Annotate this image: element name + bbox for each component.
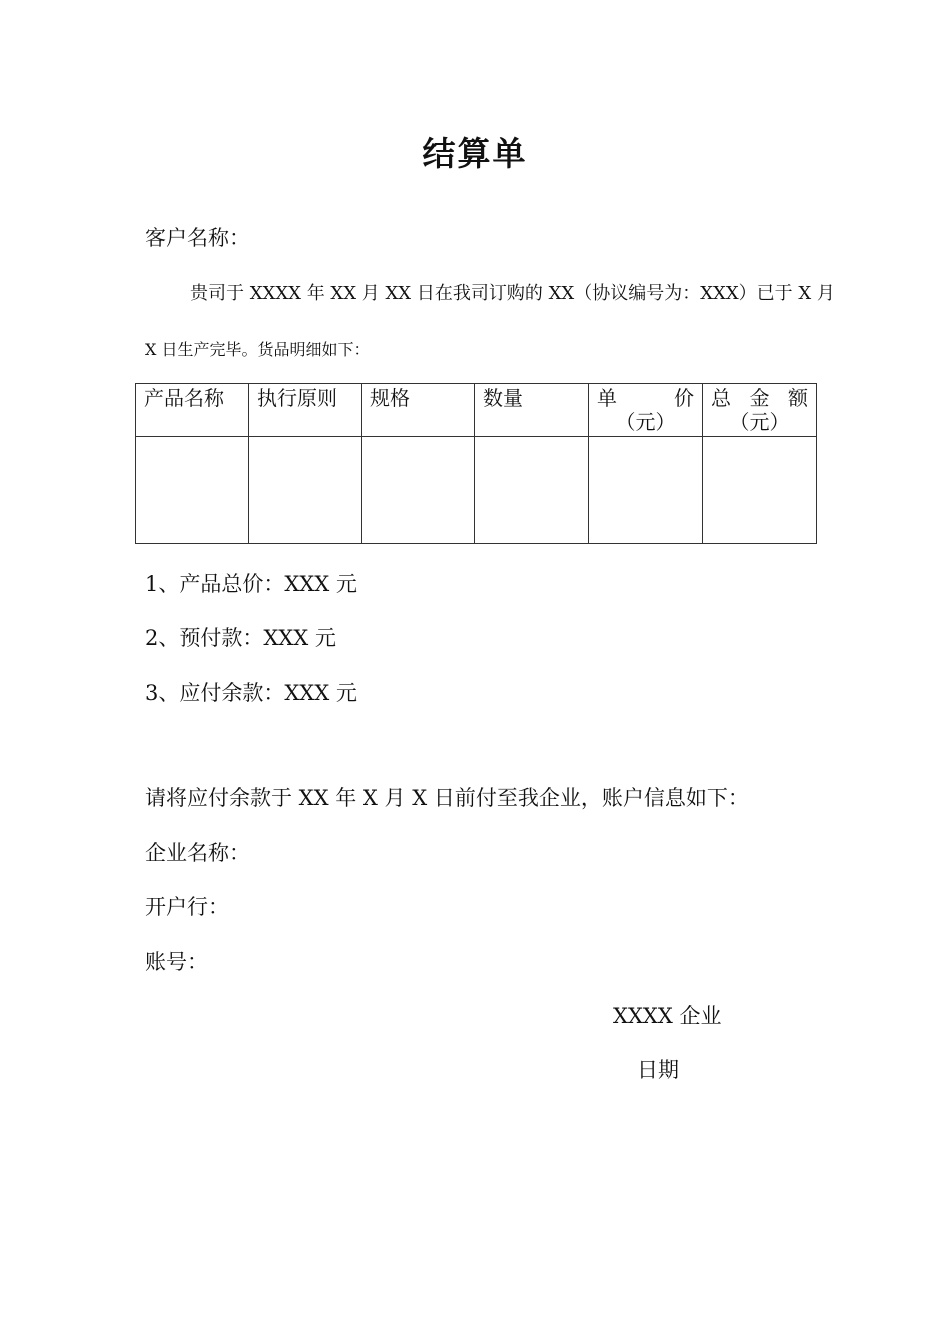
summary-balance-due: 3、应付余款：XXX 元 [145, 681, 357, 705]
table-cell [589, 437, 703, 544]
header-total-amount [703, 384, 817, 437]
customer-name-label: 客户名称： [145, 226, 250, 250]
table-cell [475, 437, 589, 544]
header-product-name: 产品名称 [136, 384, 249, 437]
document-title: 结算单 [422, 134, 528, 173]
unit-price-char-1: 单 [597, 386, 617, 410]
table-row [136, 437, 817, 544]
table-header-row [136, 384, 817, 437]
total-amount-main [711, 386, 816, 410]
total-amount-char-3: 额 [788, 386, 808, 410]
unit-price-char-2: 价 [674, 386, 694, 410]
header-unit-price [589, 384, 703, 437]
intro-paragraph-line2: X 日生产完毕。货品明细如下： [145, 340, 370, 359]
total-amount-char-1: 总 [711, 386, 731, 410]
account-number-label: 账号： [145, 950, 208, 974]
table-cell [249, 437, 362, 544]
unit-price-unit: （元） [615, 410, 676, 434]
total-amount-unit: （元） [729, 410, 790, 434]
signature-date: 日期 [637, 1058, 679, 1082]
header-quantity: 数量 [475, 384, 589, 437]
table-cell [703, 437, 817, 544]
summary-prepayment: 2、预付款：XXX 元 [145, 626, 336, 650]
summary-total-price: 1、产品总价：XXX 元 [145, 572, 357, 596]
table-cell [136, 437, 249, 544]
header-specification: 规格 [362, 384, 475, 437]
company-name-label: 企业名称： [145, 841, 250, 865]
total-amount-char-2: 金 [749, 386, 770, 410]
signature-company: XXXX 企业 [613, 1004, 722, 1028]
payment-request-text: 请将应付余款于 XX 年 X 月 X 日前付至我企业，账户信息如下： [145, 786, 749, 810]
intro-paragraph-line1: 贵司于 XXXX 年 XX 月 XX 日在我司订购的 XX（协议编号为：XXX）已于 X 月 [190, 283, 835, 304]
unit-price-main [597, 386, 702, 410]
table-cell [362, 437, 475, 544]
goods-detail-table [135, 383, 817, 544]
bank-label: 开户行： [145, 895, 229, 919]
header-execution-principle: 执行原则 [249, 384, 362, 437]
